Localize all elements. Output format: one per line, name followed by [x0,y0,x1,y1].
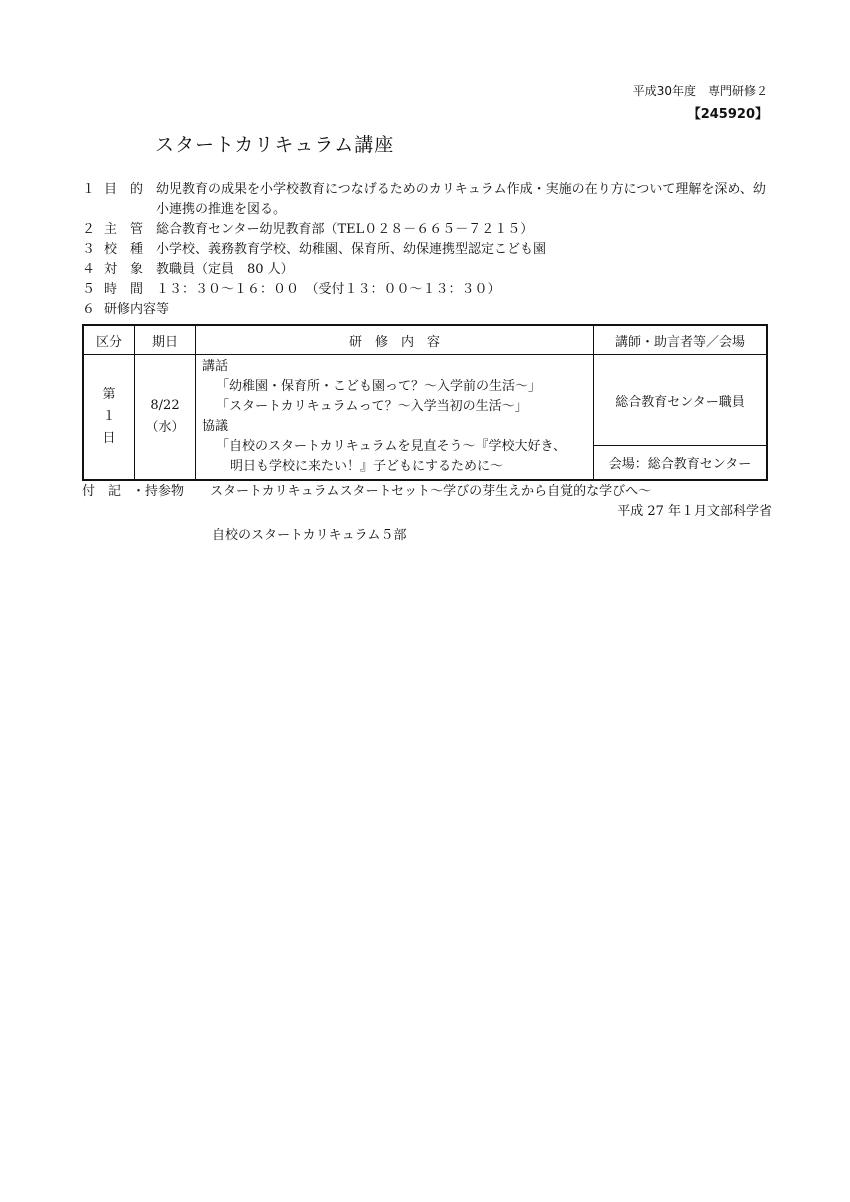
page-title: スタートカリキュラム講座 [155,134,395,156]
term-line: １ [102,409,116,424]
header-staff-venue: 講師・助言者等／会場 [594,325,768,355]
header-date: 期日 [135,325,196,355]
weekday: （水） [145,420,185,435]
staff-cell: 総合教育センター職員 [594,355,768,446]
info-item-purpose [82,180,772,220]
date-value: 8/22 [150,398,180,413]
item-number: ４ [82,262,96,277]
table-header-row [83,325,767,355]
notes-item: 自校のスタートカリキュラム５部 [212,528,407,543]
info-item-time [82,280,772,300]
notes-section [82,482,772,546]
content-line: 「幼稚園・保育所・こども園って？～入学前の生活～」 [216,379,542,394]
content-line: 「スタートカリキュラムって？～入学当初の生活～」 [216,399,528,414]
header-content: 研 修 内 容 [196,325,594,355]
info-item-target [82,260,772,280]
info-item-organizer [82,220,772,240]
course-code: 【245920】 [687,107,768,122]
notes-row [82,482,772,502]
item-label: 校 種 [104,242,144,257]
content-heading: 講話 [202,359,229,374]
item-value: 小学校、義務教育学校、幼稚園、保育所、幼保連携型認定こども園 [156,242,547,257]
fiscal-year-line: 平成30年度 専門研修２ [632,84,768,98]
header-term: 区分 [83,325,135,355]
item-label: 対 象 [104,262,144,277]
course-info-list [82,180,772,320]
info-item-school-type [82,240,772,260]
date-cell [135,355,196,481]
item-number: ６ [82,302,96,317]
notes-prefix: ・持参物 [132,484,185,499]
content-heading: 協議 [202,419,229,434]
info-item-content [82,300,772,320]
term-cell [83,355,135,481]
content-cell [196,355,594,481]
schedule-table [82,324,768,481]
content-line: 「自校のスタートカリキュラムを見直そう～『学校大好き、 [216,439,566,454]
notes-label: 付 記 [82,484,122,499]
item-label: 主 管 [104,222,144,237]
item-number: ３ [82,242,96,257]
term-line: 日 [102,431,116,446]
notes-item-reference: 平成 27 年１月文部科学省 [617,504,772,519]
item-label: 目 的 [104,182,144,197]
item-value: １３：３０～１６：００ （受付１３：００～１３：３０） [156,282,501,297]
item-value: 幼児教育の成果を小学校教育につなげるためのカリキュラム作成・実施の在り方について理解を深め、幼小連携の推進を図る。 [156,182,766,217]
item-number: ５ [82,282,96,297]
item-value: 教職員（定員 80 人） [156,262,294,277]
term-line: 第 [102,387,116,402]
item-label: 時 間 [104,282,144,297]
table-row [83,355,767,446]
notes-item: スタートカリキュラムスタートセット～学びの芽生えから自覚的な学びへ～ [210,484,652,499]
venue-cell: 会場：総合教育センター [594,446,768,480]
item-value: 総合教育センター幼児教育部（TEL０２８－６６５－７２１５） [156,222,534,237]
item-number: ２ [82,222,96,237]
item-label: 研修内容等 [104,302,170,317]
content-line: 明日も学校に来たい！』子どもにするために～ [230,459,504,474]
item-number: １ [82,182,96,197]
